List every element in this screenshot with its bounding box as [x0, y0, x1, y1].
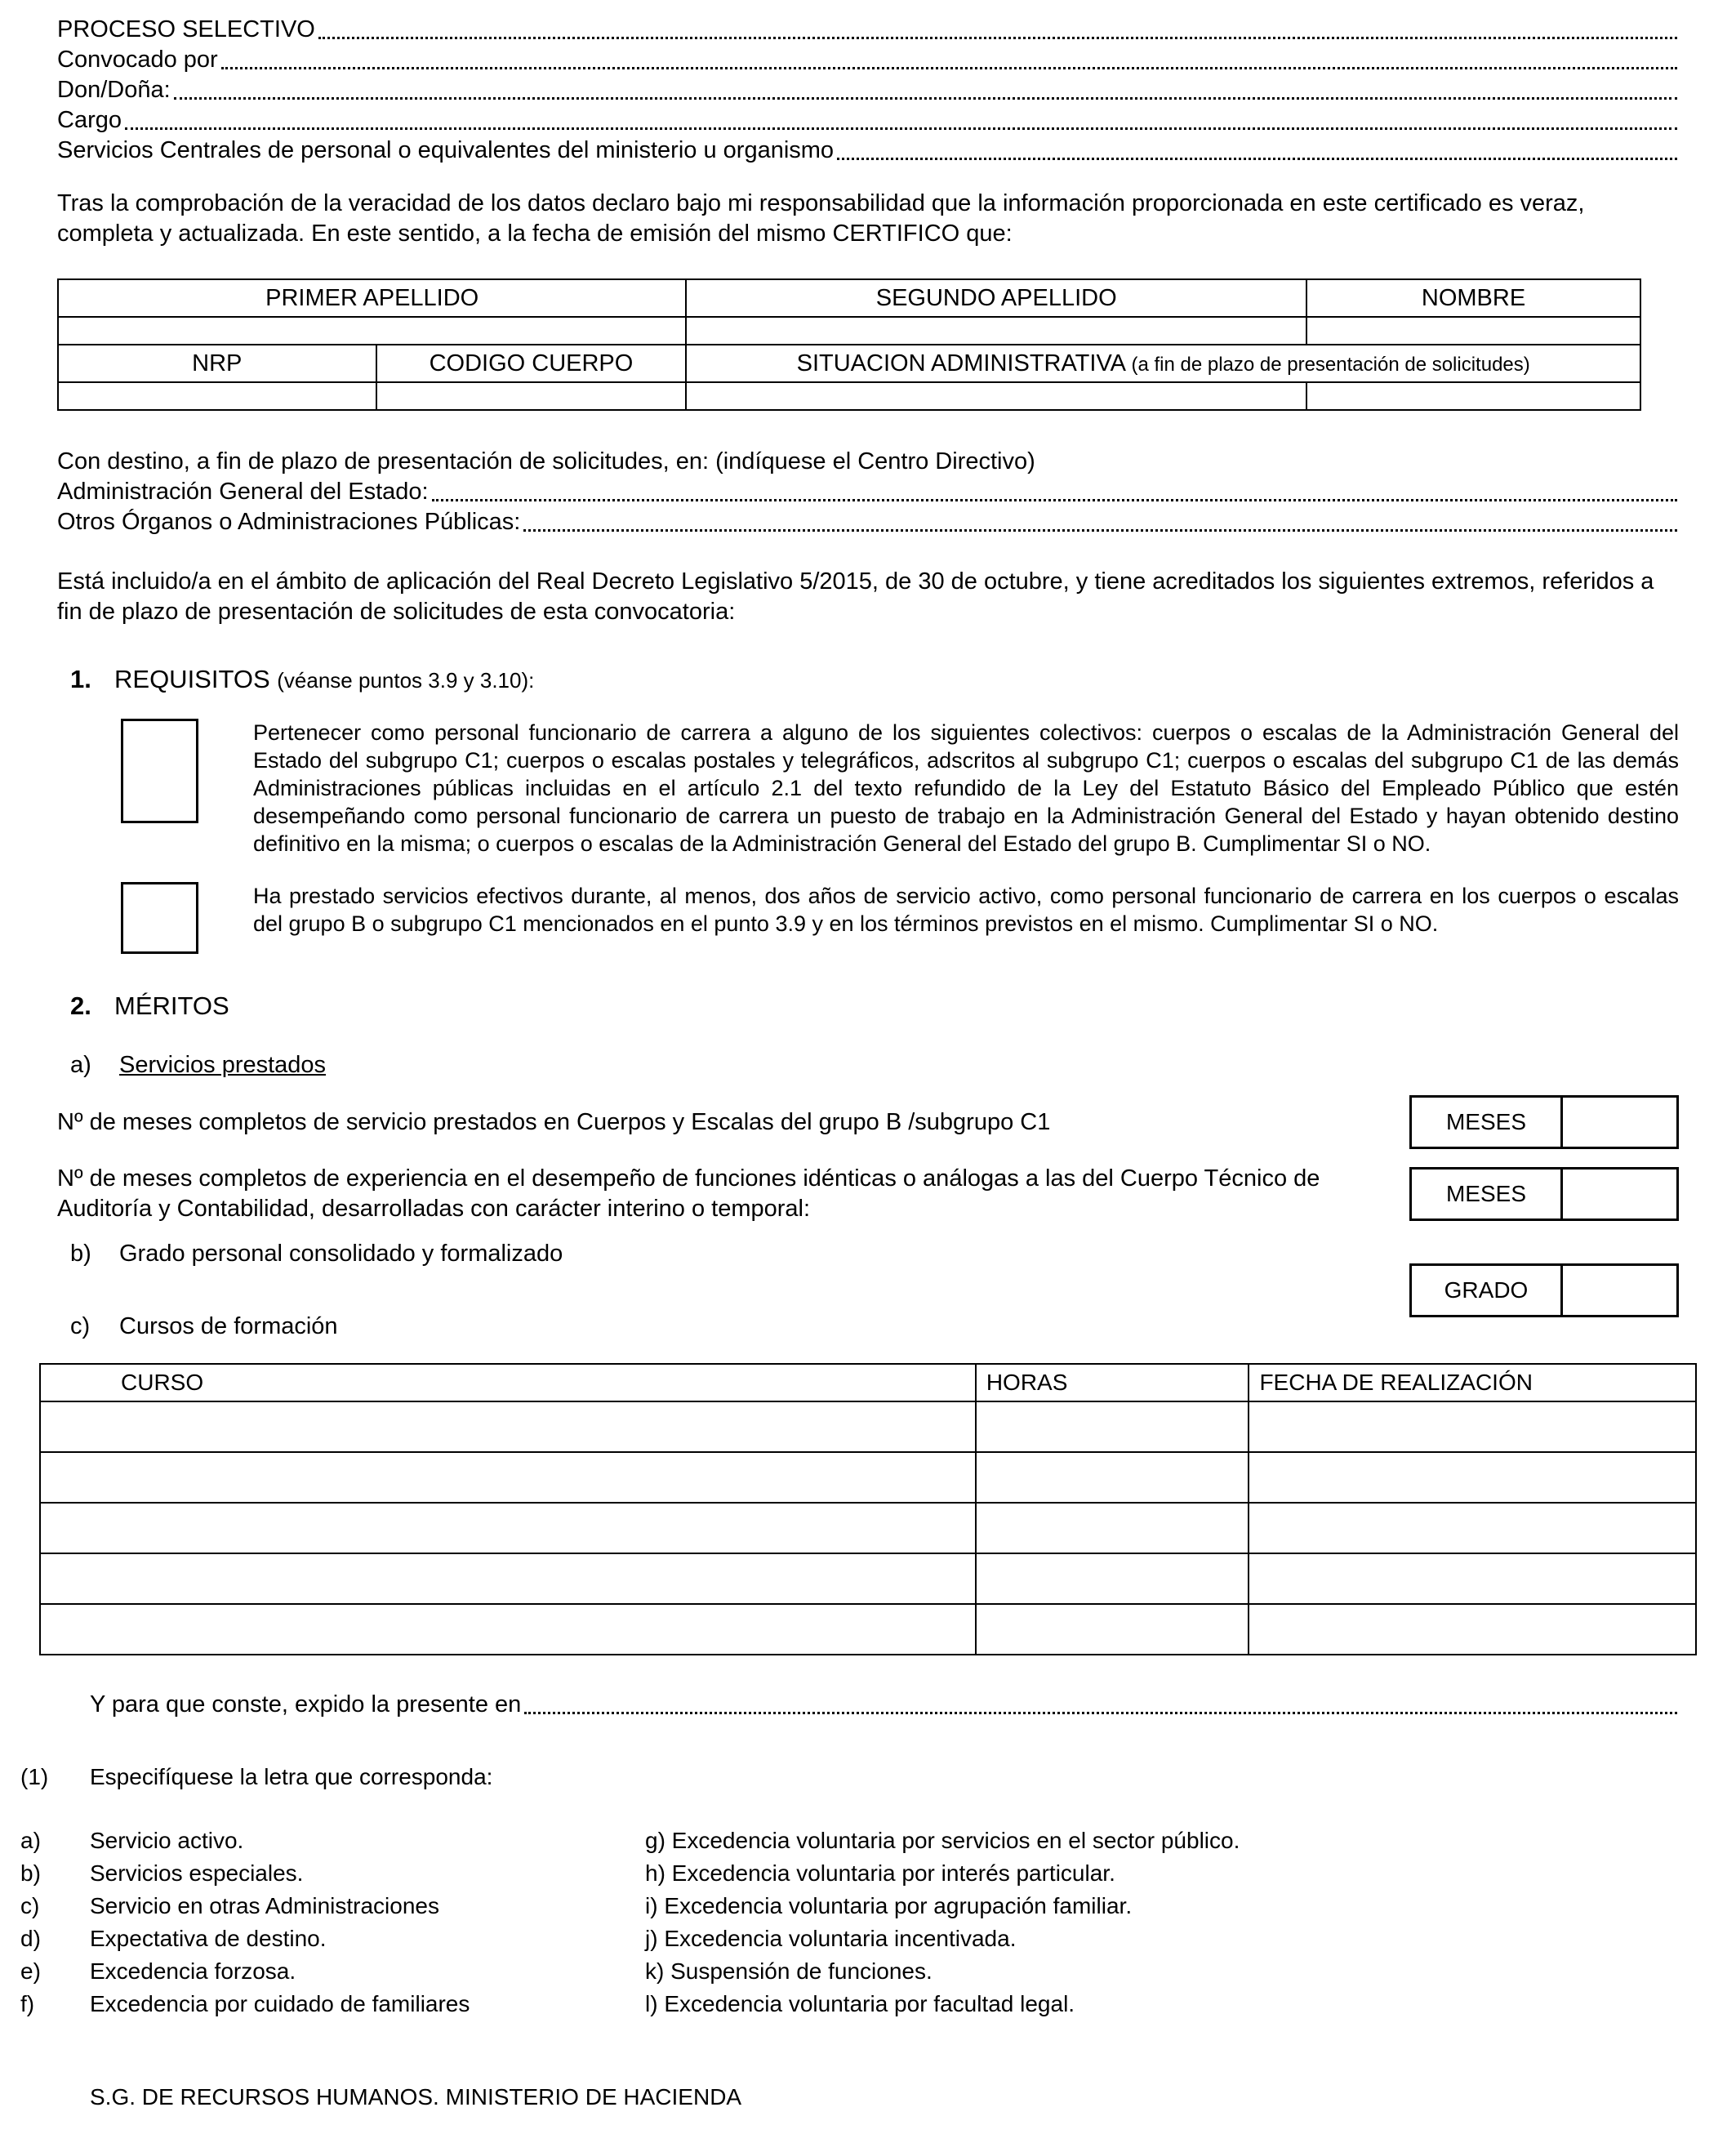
primer-apellido-cell[interactable]	[58, 317, 686, 345]
requisito-2-checkbox[interactable]	[121, 882, 198, 954]
applicant-table	[57, 278, 1641, 411]
course-row	[40, 1401, 1696, 1452]
servicios-centrales-fill[interactable]	[837, 136, 1677, 160]
destino-section	[57, 447, 1679, 537]
grado-box	[1409, 1263, 1679, 1317]
meses-2-box	[1409, 1167, 1679, 1221]
letter-text-left: Servicio en otras Administraciones	[90, 1893, 439, 1918]
letter-text-left: Expectativa de destino.	[90, 1926, 327, 1951]
fecha-cell[interactable]	[1249, 1604, 1696, 1655]
curso-cell[interactable]	[40, 1401, 976, 1452]
expido-line	[90, 1690, 1679, 1720]
expido-fill[interactable]	[524, 1690, 1677, 1714]
intro-paragraph: Tras la comprobación de la veracidad de los datos declaro bajo mi responsabilidad que la información proporcionada en este certificado es veraz, completa y actualizada. En este sentido, a la fecha de emisión del mismo CERTIFICO que:	[57, 190, 1585, 247]
letter-text-left: Servicio activo.	[90, 1828, 244, 1853]
header-fields	[57, 15, 1679, 166]
curso-cell[interactable]	[40, 1604, 976, 1655]
meses-1-label: MESES	[1412, 1098, 1563, 1147]
curso-cell[interactable]	[40, 1553, 976, 1604]
field-label: Convocado por	[57, 47, 218, 73]
field-otros-organos	[57, 507, 1679, 537]
nombre-header: NOMBRE	[1306, 279, 1640, 317]
requisitos-title: REQUISITOS	[114, 665, 270, 693]
course-row	[40, 1604, 1696, 1655]
horas-cell[interactable]	[976, 1401, 1249, 1452]
letter-label: e)	[20, 1958, 41, 1984]
situation-letters-list	[20, 1824, 1679, 2020]
curso-header: CURSO	[40, 1364, 976, 1401]
requisito-2-text: Ha prestado servicios efectivos durante, al menos, dos años de servicio activo, como personal funcionario de carrera en los cuerpos o escalas del grupo B o subgrupo C1 mencionados en el punto 3.9 y en los términos previstos en el mismo. Cumplimentar SI o NO.	[253, 884, 1679, 936]
applicant-value-row-1	[58, 317, 1640, 345]
letter-row	[20, 1890, 1679, 1922]
meritos-c-text: Cursos de formación	[119, 1313, 338, 1339]
meritos-c-line	[57, 1312, 563, 1342]
letter-text-left: Excedencia forzosa.	[90, 1958, 296, 1984]
segundo-apellido-header: SEGUNDO APELLIDO	[686, 279, 1306, 317]
meses-1-box	[1409, 1095, 1679, 1149]
letter-text-right: i) Excedencia voluntaria por agrupación familiar.	[645, 1893, 1133, 1918]
meritos-b-c	[57, 1239, 563, 1342]
letter-label: c)	[20, 1893, 40, 1918]
field-don-dona	[57, 75, 1679, 105]
letter-row	[20, 1824, 1679, 1857]
codigo-cuerpo-cell[interactable]	[376, 382, 687, 410]
meritos-a-heading	[57, 1050, 1679, 1080]
requisito-item-1	[121, 719, 1679, 858]
proceso-selectivo-fill[interactable]	[318, 15, 1677, 39]
meses-row-2	[57, 1164, 1679, 1224]
fecha-cell[interactable]	[1249, 1401, 1696, 1452]
curso-cell[interactable]	[40, 1503, 976, 1553]
meritos-b-text: Grado personal consolidado y formalizado	[119, 1241, 563, 1267]
field-label: Don/Doña:	[57, 77, 171, 103]
meses-2-text: Nº de meses completos de experiencia en el desempeño de funciones idénticas o análogas a las del Cuerpo Técnico de Auditoría y Contabilidad, desarrolladas con carácter interino o temporal:	[57, 1165, 1320, 1222]
letter-text-right: h) Excedencia voluntaria por interés particular.	[645, 1860, 1115, 1886]
meritos-number: 2.	[70, 991, 91, 1020]
letter-text-left: Servicios especiales.	[90, 1860, 304, 1886]
requisitos-note: (véanse puntos 3.9 y 3.10):	[277, 668, 535, 693]
letter-text-left: Excedencia por cuidado de familiares	[90, 1991, 470, 2016]
footer-org: S.G. DE RECURSOS HUMANOS. MINISTERIO DE HACIENDA	[90, 2084, 742, 2110]
don-dona-fill[interactable]	[174, 75, 1677, 100]
horas-cell[interactable]	[976, 1503, 1249, 1553]
course-row	[40, 1452, 1696, 1503]
meses-row-1	[57, 1095, 1679, 1149]
nrp-cell[interactable]	[58, 382, 376, 410]
field-label: Otros Órganos o Administraciones Públicas:	[57, 509, 521, 535]
footnote-line	[20, 1762, 1679, 1792]
meritos-a-label: a)	[70, 1052, 91, 1078]
fecha-cell[interactable]	[1249, 1553, 1696, 1604]
horas-header: HORAS	[976, 1364, 1249, 1401]
letter-label: a)	[20, 1828, 41, 1853]
segundo-apellido-cell[interactable]	[686, 317, 1306, 345]
meritos-title: MÉRITOS	[114, 991, 229, 1020]
letter-row	[20, 1955, 1679, 1988]
letter-text-right: g) Excedencia voluntaria por servicios en el sector público.	[645, 1828, 1240, 1853]
meritos-c-label: c)	[70, 1313, 91, 1339]
letter-row	[20, 1857, 1679, 1890]
horas-cell[interactable]	[976, 1604, 1249, 1655]
nrp-header: NRP	[58, 345, 376, 382]
letter-row	[20, 1988, 1679, 2020]
meses-1-value-cell[interactable]	[1563, 1098, 1676, 1147]
courses-header-row	[40, 1364, 1696, 1401]
letter-text-right: k) Suspensión de funciones.	[645, 1958, 933, 1984]
meritos-heading	[57, 991, 1679, 1021]
field-label: Cargo	[57, 107, 122, 133]
nombre-cell[interactable]	[1306, 317, 1640, 345]
courses-table	[39, 1363, 1697, 1655]
situacion-title: SITUACION ADMINISTRATIVA	[796, 350, 1125, 376]
meritos-a-title: Servicios prestados	[119, 1052, 327, 1078]
requisito-1-checkbox[interactable]	[121, 719, 198, 823]
horas-cell[interactable]	[976, 1553, 1249, 1604]
situacion-header	[686, 345, 1640, 382]
primer-apellido-header: PRIMER APELLIDO	[58, 279, 686, 317]
codigo-cuerpo-header: CODIGO CUERPO	[376, 345, 687, 382]
cargo-fill[interactable]	[125, 105, 1677, 130]
meritos-b-line	[57, 1239, 563, 1269]
fecha-header: FECHA DE REALIZACIÓN	[1249, 1364, 1696, 1401]
field-convocado-por	[57, 45, 1679, 75]
applicant-value-row-2	[58, 382, 1640, 410]
meses-2-label: MESES	[1412, 1170, 1563, 1219]
situacion-extra-cell[interactable]	[1306, 382, 1640, 410]
meritos-b-label: b)	[70, 1241, 91, 1267]
incluido-paragraph: Está incluido/a en el ámbito de aplicación del Real Decreto Legislativo 5/2015, de 30 de octubre, y tiene acreditados los siguientes extremos, referidos a fin de plazo de presentación de solicitudes de esta convocatoria:	[57, 568, 1654, 625]
footnote-text: Especifíquese la letra que corresponda:	[90, 1764, 493, 1789]
field-servicios-centrales	[57, 136, 1679, 166]
letter-label: b)	[20, 1860, 41, 1886]
fecha-cell[interactable]	[1249, 1503, 1696, 1553]
letter-label: f)	[20, 1991, 35, 2016]
curso-cell[interactable]	[40, 1452, 976, 1503]
otros-organos-fill[interactable]	[523, 507, 1677, 532]
applicant-header-row-2	[58, 345, 1640, 382]
age-fill[interactable]	[432, 477, 1677, 501]
letter-text-right: j) Excedencia voluntaria incentivada.	[645, 1926, 1017, 1951]
letter-label: d)	[20, 1926, 41, 1951]
requisito-1-text: Pertenecer como personal funcionario de carrera a alguno de los siguientes colectivos: cuerpos o escalas de la Administración General del Estado del subgrupo C1; cuerpos o escalas postales y telegráficos, adscritos al subgrupo C1; cuerpos o escalas del subgrupo C1 de las demás Administraciones públicas incluidas en el artículo 2.1 del texto refundido de la Ley del Estatuto Básico del Empleado Público que estén desempeñando como personal funcionario de carrera un puesto de trabajo en la Administración General del Estado y hayan obtenido destino definitivo en la misma; o cuerpos o escalas de la Administración General del Estado del grupo B. Cumplimentar SI o NO.	[253, 720, 1679, 856]
situacion-note: (a fin de plazo de presentación de solicitudes)	[1131, 353, 1530, 376]
meses-2-value-cell[interactable]	[1563, 1170, 1676, 1219]
applicant-header-row-1	[58, 279, 1640, 317]
situacion-cell[interactable]	[686, 382, 1306, 410]
destino-line: Con destino, a fin de plazo de presentación de solicitudes, en: (indíquese el Centro Directivo)	[57, 448, 1035, 474]
letter-text-right: l) Excedencia voluntaria por facultad legal.	[645, 1991, 1075, 2016]
field-label: PROCESO SELECTIVO	[57, 16, 315, 42]
grado-value-cell[interactable]	[1563, 1266, 1676, 1315]
requisitos-heading	[57, 665, 1679, 694]
expido-label: Y para que conste, expido la presente en	[90, 1691, 522, 1718]
field-age	[57, 477, 1679, 507]
field-label: Administración General del Estado:	[57, 479, 429, 505]
field-label: Servicios Centrales de personal o equivalentes del ministerio u organismo	[57, 137, 835, 163]
footnote-marker: (1)	[20, 1764, 49, 1789]
grado-label: GRADO	[1412, 1266, 1563, 1315]
requisito-item-2	[121, 882, 1679, 954]
course-row	[40, 1553, 1696, 1604]
field-proceso-selectivo	[57, 15, 1679, 45]
letter-row	[20, 1922, 1679, 1955]
grado-row	[57, 1239, 1679, 1342]
meses-1-text: Nº de meses completos de servicio prestados en Cuerpos y Escalas del grupo B /subgrupo C1	[57, 1108, 1051, 1135]
course-row	[40, 1503, 1696, 1553]
requisitos-number: 1.	[70, 665, 91, 693]
fecha-cell[interactable]	[1249, 1452, 1696, 1503]
horas-cell[interactable]	[976, 1452, 1249, 1503]
field-cargo	[57, 105, 1679, 136]
convocado-por-fill[interactable]	[221, 45, 1677, 69]
